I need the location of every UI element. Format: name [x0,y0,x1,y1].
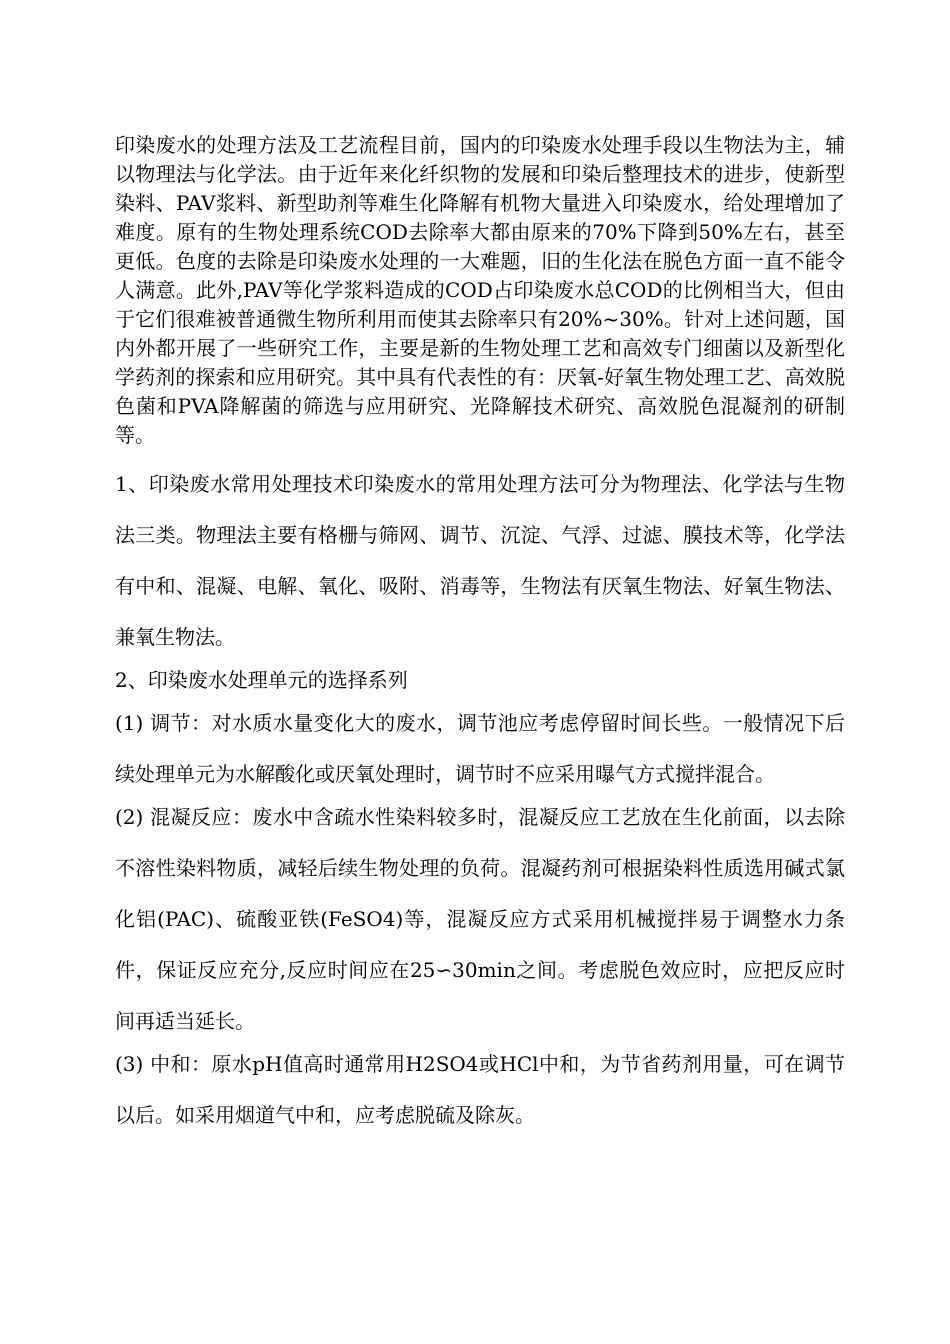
section-2-heading: 2、印染废水处理单元的选择系列 [115,668,408,692]
section-1-paragraph: 1、印染废水常用处理技术印染废水的常用处理方法可分为物理法、化学法与生物法三类。物理法主要有格栅与筛网、调节、沉淀、气浮、过滤、膜技术等，化学法有中和、混凝、电解、氧化、吸附、消毒等，生物法有厌氧生物法、好氧生物法、兼氧生物法。 [115,472,845,649]
item-2-paragraph: (2) 混凝反应：废水中含疏水性染料较多时，混凝反应工艺放在生化前面，以去除不溶性染料物质，减轻后续生物处理的负荷。混凝药剂可根据染料性质选用碱式氯化铝(PAC)、硫酸亚铁(FeSO4)等，混凝反应方式采用机械搅拌易于调整水力条件，保证反应充分,反应时间应在25∽30min之间。考虑脱色效应时，应把反应时间再适当延长。 [115,805,845,1033]
intro-paragraph: 印染废水的处理方法及工艺流程目前，国内的印染废水处理手段以生物法为主，辅以物理法与化学法。由于近年来化纤织物的发展和印染后整理技术的进步，使新型染料、PAV浆料、新型助剂等难生化降解有机物大量进入印染废水，给处理增加了难度。原有的生物处理系统COD去除率大都由原来的70%下降到50%左右，甚至更低。色度的去除是印染废水处理的一大难题，旧的生化法在脱色方面一直不能令人满意。此外,PAV等化学浆料造成的COD占印染废水总COD的比例相当大，但由于它们很难被普通微生物所利用而使其去除率只有20%~30%。针对上述问题，国内外都开展了一些研究工作，主要是新的生物处理工艺和高效专门细菌以及新型化学药剂的探索和应用研究。其中具有代表性的有：厌氧-好氧生物处理工艺、高效脱色菌和PVA降解菌的筛选与应用研究、光降解技术研究、高效脱色混凝剂的研制等。 [115,133,845,447]
item-3-paragraph: (3) 中和：原水pH值高时通常用H2SO4或HCl中和，为节省药剂用量，可在调节以后。如采用烟道气中和，应考虑脱硫及除灰。 [115,1052,845,1127]
item-1-paragraph: (1) 调节：对水质水量变化大的废水，调节池应考虑停留时间长些。一般情况下后续处理单元为水解酸化或厌氧处理时，调节时不应采用曝气方式搅拌混合。 [115,711,845,786]
document-body [115,131,845,1141]
